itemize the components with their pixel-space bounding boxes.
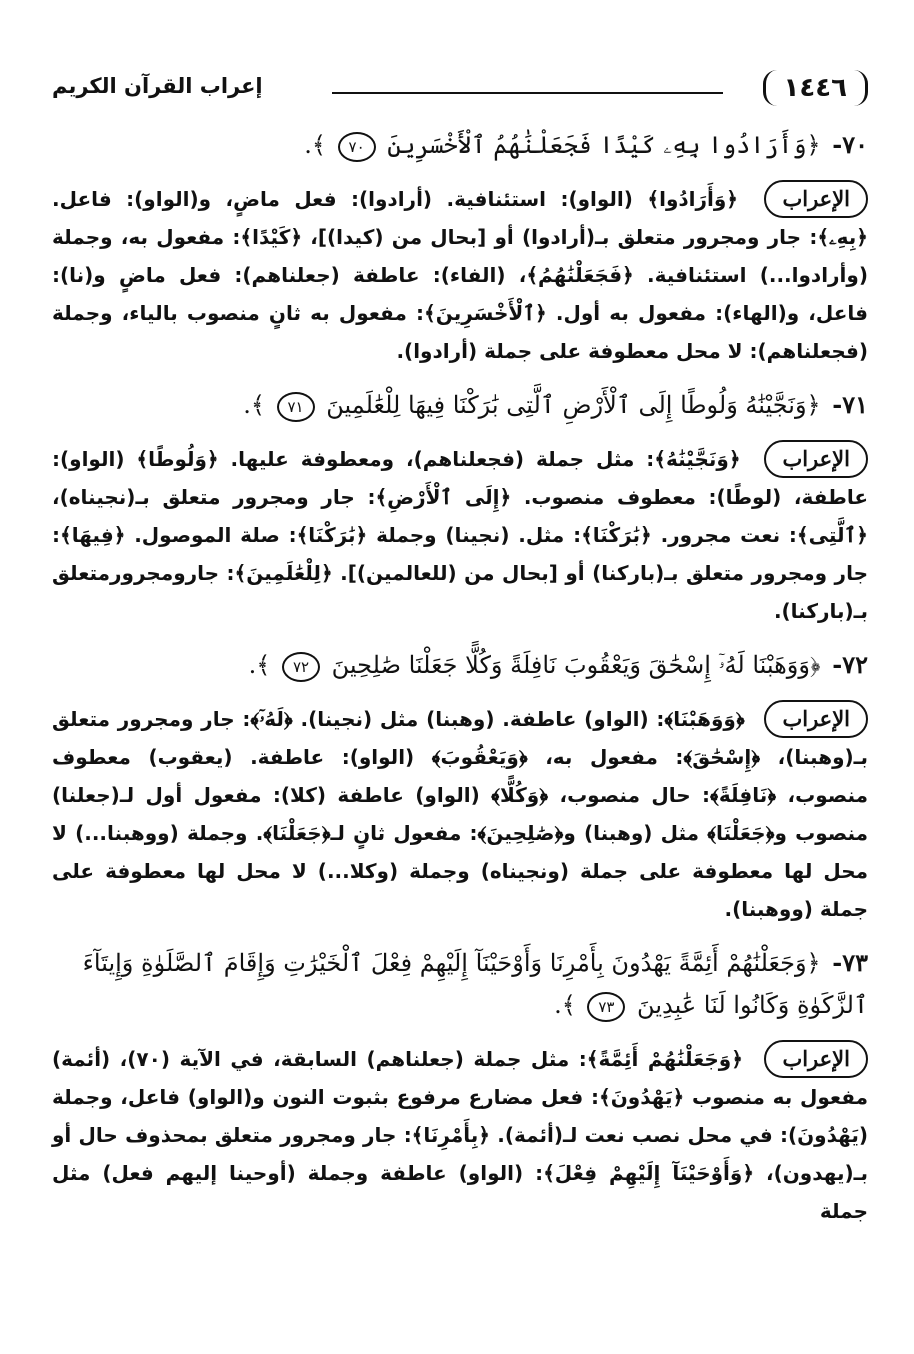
verse-text: ﴿وَوَهَبْنَا لَهُۥٓ إِسْحَٰقَ وَيَعْقُوبَ نَافِلَةً وَكُلًّا جَعَلْنَا صَٰلِحِينَ bbox=[331, 651, 821, 679]
ayah-marker: ٧٠ bbox=[338, 132, 376, 162]
verse-70 bbox=[52, 124, 868, 166]
verse-number: ٧٠- bbox=[832, 130, 868, 159]
page-number: ١٤٤٦ bbox=[763, 70, 868, 106]
irab-text: ﴿وَنَجَّيْنَٰهُ﴾: مثل جملة (فجعلناهم)، ومعطوفة عليها. ﴿وَلُوطًا﴾ (الواو): عاطفة، (لوطًا): معطوف منصوب. ﴿إِلَى ٱلْأَرْضِ﴾: جار ومجرور متعلق بـ(نجيناه)، ﴿ٱلَّتِى﴾: نعت مجرور. ﴿بَٰرَكْنَا﴾: مثل. (نجينا) وجملة ﴿بَٰرَكْنَا﴾: صلة الموصول. ﴿فِيهَا﴾: جار ومجرور متعلق بـ(باركنا) أو [بحال من (للعالمين)]. ﴿لِلْعَٰلَمِينَ﴾: جارومجرورمتعلق بـ(باركنا). bbox=[52, 447, 868, 623]
verse-number: ٧١- bbox=[832, 390, 868, 419]
book-title: إعراب القرآن الكريم bbox=[52, 74, 263, 98]
irab-71 bbox=[52, 440, 868, 630]
irab-73 bbox=[52, 1040, 868, 1230]
verse-end: ﴾. bbox=[248, 651, 271, 679]
verse-71 bbox=[52, 384, 868, 426]
verse-number: ٧٣- bbox=[832, 948, 868, 977]
ayah-marker: ٧١ bbox=[277, 392, 315, 422]
verse-text: ﴿وَنَجَّيْنَٰهُ وَلُوطًا إِلَى ٱلْأَرْضِ ٱلَّتِى بَٰرَكْنَا فِيهَا لِلْعَٰلَمِينَ bbox=[326, 391, 821, 419]
verse-text: ﴿وَأَرَادُوا بِهِۦ كَيْدًا فَجَعَلْنَٰهُمُ ٱلْأَخْسَرِينَ bbox=[387, 131, 821, 159]
irab-label: الإعراب bbox=[764, 1040, 868, 1078]
irab-text: ﴿وَوَهَبْنَا﴾: (الواو) عاطفة. (وهبنا) مثل (نجينا). ﴿لَهُۥٓ﴾: جار ومجرور متعلق بـ(وهبنا)، ﴿إِسْحَٰقَ﴾: مفعول به، ﴿وَيَعْقُوبَ﴾ (الواو): عاطفة. (يعقوب) معطوف منصوب، ﴿نَافِلَةً﴾: حال منصوب، ﴿وَكُلًّا﴾ (الواو) عاطفة (كلا): مفعول أول لـ(جعلنا) منصوب و﴿جَعَلْنَا﴾ مثل (وهبنا) و﴿صَٰلِحِينَ﴾: مفعول ثانٍ لـ﴿جَعَلْنَا﴾. وجملة (ووهبنا...) لا محل لها معطوفة على جملة (ونجيناه) وجملة (وكلا...) لا محل لها معطوفة على جملة (ووهبنا). bbox=[52, 707, 868, 921]
verse-end: ﴾. bbox=[554, 991, 576, 1019]
ayah-marker: ٧٣ bbox=[587, 992, 625, 1022]
section-71 bbox=[52, 384, 868, 630]
irab-label: الإعراب bbox=[764, 440, 868, 478]
irab-70 bbox=[52, 180, 868, 370]
section-70 bbox=[52, 124, 868, 370]
section-73 bbox=[52, 942, 868, 1230]
irab-text: ﴿وَأَرَادُوا﴾ (الواو): استئنافية. (أرادوا): فعل ماضٍ، و(الواو): فاعل. ﴿بِهِۦ﴾: جار ومجرور متعلق بـ(أرادوا) أو [بحال من (كيدا)]، ﴿كَيْدًا﴾: مفعول به، وجملة (وأرادوا...) استئنافية. ﴿فَجَعَلْنَٰهُمُ﴾، (الفاء): عاطفة (جعلناهم): فعل ماضٍ و(نا): فاعل، و(الهاء): مفعول به أول. ﴿ٱلْأَخْسَرِينَ﴾: مفعول به ثانٍ منصوب بالياء، وجملة (فجعلناهم): لا محل معطوفة على جملة (أرادوا). bbox=[52, 187, 868, 363]
section-72 bbox=[52, 644, 868, 928]
header-rule bbox=[332, 92, 723, 94]
ayah-marker: ٧٢ bbox=[282, 652, 320, 682]
irab-label: الإعراب bbox=[764, 700, 868, 738]
page-header bbox=[52, 70, 868, 116]
irab-label: الإعراب bbox=[764, 180, 868, 218]
irab-72 bbox=[52, 700, 868, 928]
verse-end: ﴾. bbox=[243, 391, 265, 419]
irab-text: ﴿وَجَعَلْنَٰهُمْ أَئِمَّةً﴾: مثل جملة (جعلناهم) السابقة، في الآية (٧٠)، (أئمة) مفعول به منصوب ﴿يَهْدُونَ﴾: فعل مضارع مرفوع بثبوت النون و(الواو) فاعل، وجملة (يَهْدُونَ): في محل نصب نعت لـ(أئمة). ﴿بِأَمْرِنَا﴾: جار ومجرور متعلق بمحذوف حال أو بـ(يهدون)، ﴿وَأَوْحَيْنَآ إِلَيْهِمْ فِعْلَ﴾: (الواو) عاطفة وجملة (أوحينا إليهم فعل) مثل جملة bbox=[52, 1047, 868, 1223]
verse-end: ﴾. bbox=[304, 131, 326, 159]
verse-73 bbox=[52, 942, 868, 1026]
verse-number: ٧٢- bbox=[832, 650, 868, 679]
verse-72 bbox=[52, 644, 868, 686]
verse-text: ﴿وَجَعَلْنَٰهُمْ أَئِمَّةً يَهْدُونَ بِأَمْرِنَا وَأَوْحَيْنَآ إِلَيْهِمْ فِعْلَ ٱلْخَيْرَٰتِ وَإِقَامَ ٱلصَّلَوٰةِ وَإِيتَآءَ ٱلزَّكَوٰةِ وَكَانُوا لَنَا عَٰبِدِينَ bbox=[82, 949, 868, 1019]
